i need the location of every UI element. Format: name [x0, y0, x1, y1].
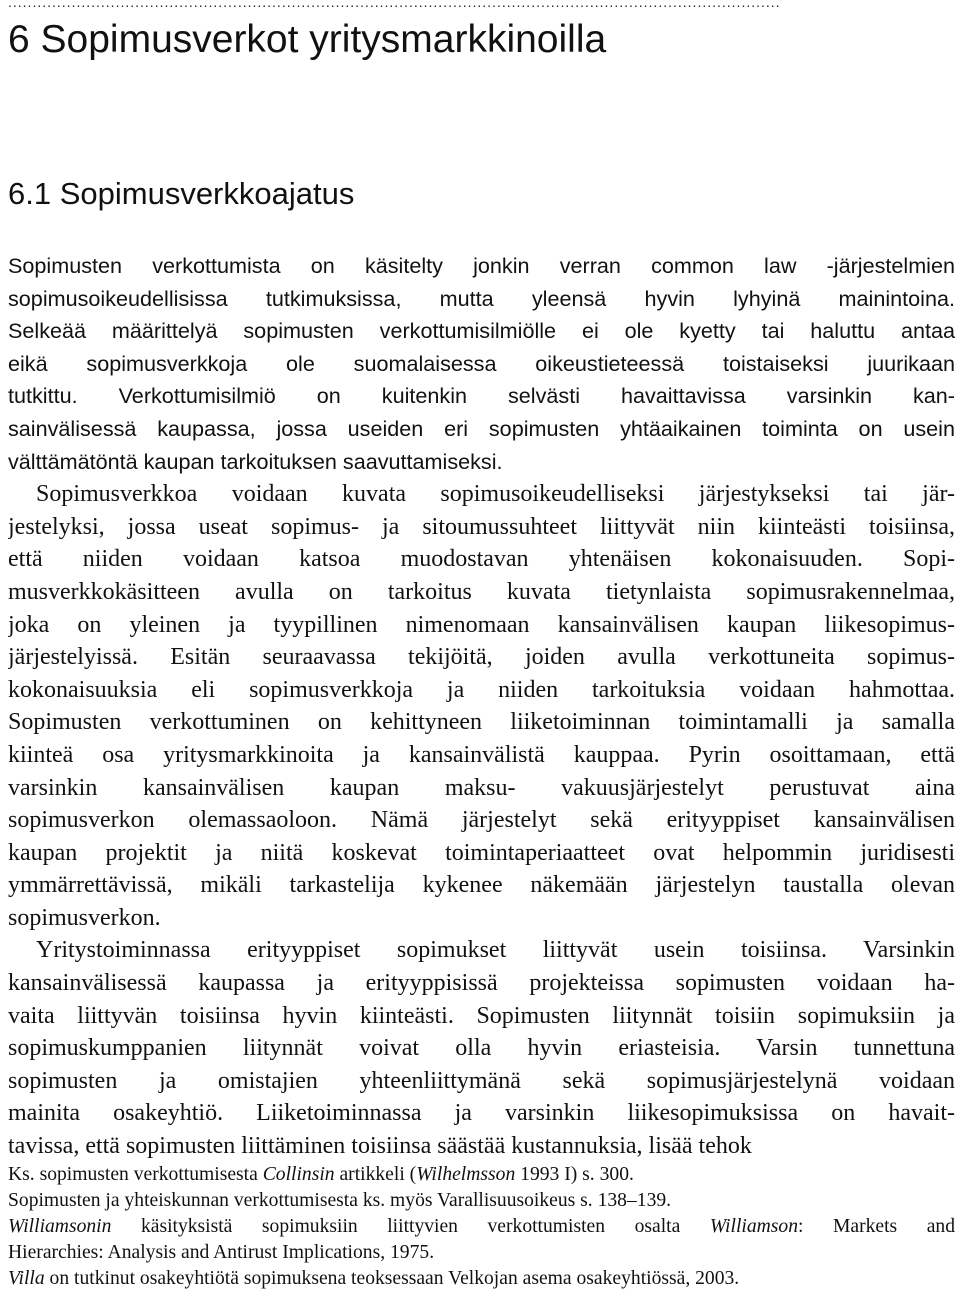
- footnote-italic: Williamsonin: [8, 1216, 112, 1237]
- footnote-2: Sopimusten ja yhteiskunnan verkottumisesta ks. myös Varallisuusoikeus s. 138–139.: [8, 1190, 672, 1211]
- text-line: joka on yleinen ja tyypillinen nimenomaan kansainvälisen kaupan liikesopimus-: [8, 611, 955, 638]
- text-line: sainvälisessä kaupassa, jossa useiden eri sopimusten yhtäaikainen toiminta on usein: [8, 415, 955, 441]
- text-line: tavissa, että sopimusten liittäminen toisiinsa säästää kustannuksia, lisää tehok: [8, 1133, 752, 1160]
- text-line: Sopimusverkkoa voidaan kuvata sopimusoikeudelliseksi järjestykseksi tai jär-: [36, 481, 955, 508]
- text-line: välttämätöntä kaupan tarkoituksen saavuttamiseksi.: [8, 448, 503, 474]
- text-line: sopimusverkon.: [8, 904, 161, 931]
- footnote-text: käsityksistä sopimuksiin liittyvien verkottumisten osalta: [111, 1216, 710, 1237]
- footnote-text: Ks. sopimusten verkottumisesta: [8, 1164, 263, 1185]
- section-title: 6.1 Sopimusverkkoajatus: [8, 176, 355, 211]
- text-line: sopimusoikeudellisissa tutkimuksissa, mutta yleensä hyvin lyhyinä mainintoina.: [8, 285, 955, 311]
- header-dotted-rule: ..............................................................................................................................................................: [8, 0, 781, 8]
- text-line: ymmärrettävissä, mikäli tarkastelija kykenee näkemään järjestelyn taustalla olevan: [8, 872, 955, 899]
- footnote-text: 1993 I) s. 300.: [515, 1164, 634, 1185]
- footnote-text: : Markets and: [798, 1216, 955, 1237]
- text-line: sopimuskumppanien liitynnät voivat olla hyvin eriasteisia. Varsin tunnettuna: [8, 1035, 955, 1062]
- footnote-1: [8, 1162, 955, 1188]
- text-line: musverkkokäsitteen avulla on tarkoitus kuvata tietynlaista sopimusrakennelmaa,: [8, 578, 955, 605]
- text-line: eikä sopimusverkkoja ole suomalaisessa oikeustieteessä toistaiseksi juurikaan: [8, 350, 955, 376]
- text-line: että niiden voidaan katsoa muodostavan yhtenäisen kokonaisuuden. Sopi-: [8, 546, 955, 573]
- text-line: järjestelyissä. Esitän seuraavassa tekijöitä, joiden avulla verkottuneita sopimus-: [8, 644, 955, 671]
- body-text: [8, 250, 955, 1163]
- footnote-text: on tutkinut osakeyhtiötä sopimuksena teoksessaan Velkojan asema osakeyhtiössä, 2003.: [44, 1268, 740, 1289]
- footnote-3-continued: Hierarchies: Analysis and Antirust Implications, 1975.: [8, 1242, 435, 1263]
- text-line: kansainvälisessä kaupassa ja erityyppisissä projekteissa sopimusten voidaan ha-: [8, 970, 955, 997]
- footnote-text: artikkeli (: [334, 1164, 417, 1185]
- text-line: Sopimusten verkottumista on käsitelty jonkin verran common law -järjestelmien: [8, 253, 955, 278]
- text-line: kiinteä osa yritysmarkkinoita ja kansainvälistä kauppaa. Pyrin osoittamaan, että: [8, 741, 955, 768]
- footnote-3: [8, 1214, 955, 1240]
- text-line: varsinkin kansainvälisen kaupan maksu- vakuusjärjestelyt perustuvat aina: [8, 774, 955, 801]
- chapter-title: 6 Sopimusverkot yritysmarkkinoilla: [8, 18, 607, 61]
- footnote-italic: Villa: [8, 1268, 45, 1289]
- text-line: vaita liittyvän toisiinsa hyvin kiinteästi. Sopimusten liitynnät toisiin sopimuksiin ja: [8, 1002, 955, 1029]
- paragraph-3: [8, 934, 955, 1162]
- text-line: kaupan projektit ja niitä koskevat toimintaperiaatteet ovat helpommin juridisesti: [8, 839, 955, 866]
- paragraph-2: [8, 478, 955, 934]
- footnote-italic: Wilhelmsson: [416, 1164, 516, 1185]
- footnote-italic: Collinsin: [262, 1164, 335, 1185]
- paragraph-1: [8, 250, 955, 478]
- footnotes: [8, 1162, 955, 1292]
- text-line: jestelyksi, jossa useat sopimus- ja sitoumussuhteet liittyvät niin kiinteästi toisiinsa,: [8, 513, 955, 540]
- text-line: kokonaisuuksia eli sopimusverkkoja ja niiden tarkoituksia voidaan hahmottaa.: [8, 676, 955, 703]
- footnote-4: [8, 1266, 955, 1292]
- text-line: sopimusverkon olemassaoloon. Nämä järjestelyt sekä erityyppiset kansainvälisen: [8, 807, 955, 834]
- footnote-italic: Williamson: [709, 1216, 798, 1237]
- text-line: Yritystoiminnassa erityyppiset sopimukset liittyvät usein toisiinsa. Varsinkin: [36, 937, 955, 964]
- text-line: Selkeää määrittelyä sopimusten verkottumisilmiölle ei ole kyetty tai haluttu antaa: [8, 318, 955, 344]
- text-line: Sopimusten verkottuminen on kehittyneen liiketoiminnan toimintamalli ja samalla: [8, 709, 955, 736]
- text-line: mainita osakeyhtiö. Liiketoiminnassa ja varsinkin liikesopimuksissa on havait-: [8, 1100, 955, 1127]
- text-line: tutkittu. Verkottumisilmiö on kuitenkin selvästi havaittavissa varsinkin kan-: [8, 383, 955, 409]
- text-line: sopimusten ja omistajien yhteenliittymänä sekä sopimusjärjestelynä voidaan: [8, 1067, 955, 1094]
